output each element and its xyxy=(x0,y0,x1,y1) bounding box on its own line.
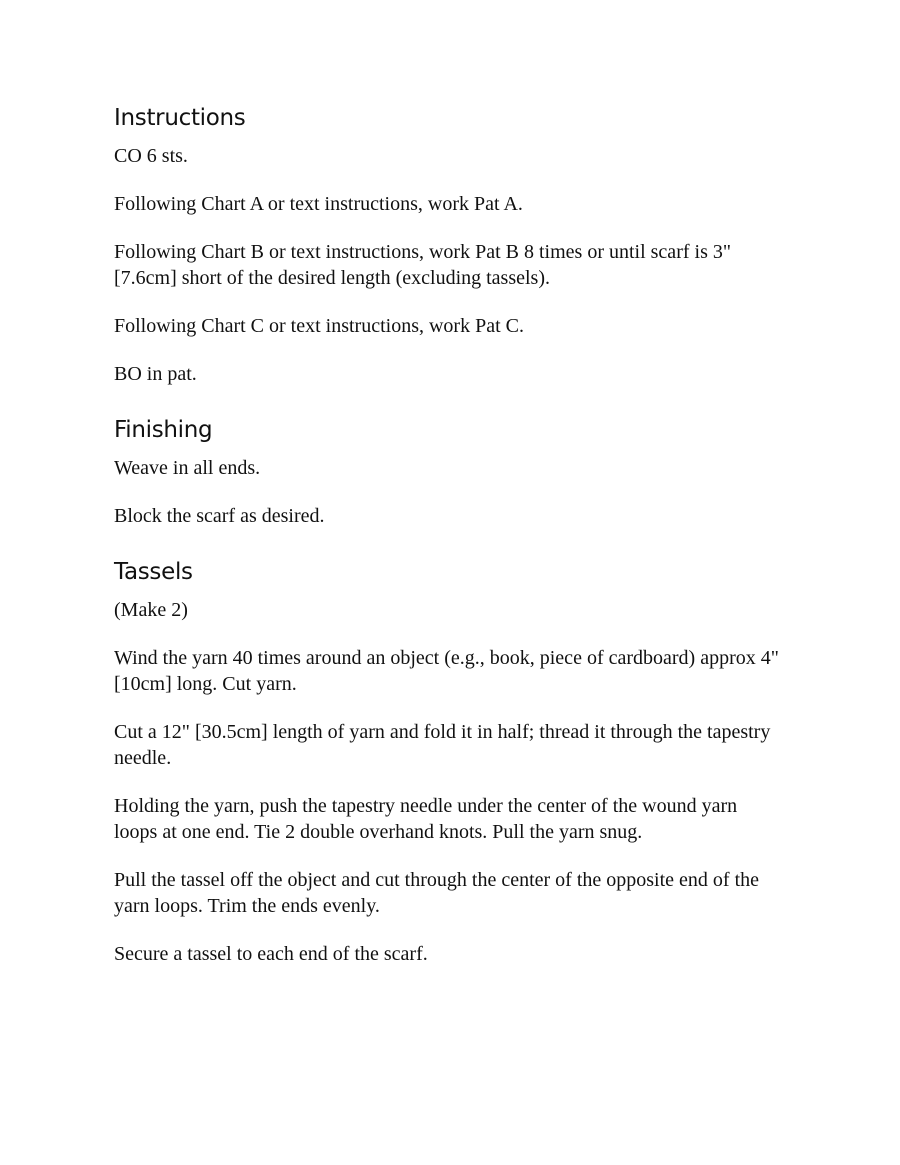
paragraph: Secure a tassel to each end of the scarf. xyxy=(114,943,428,965)
paragraph: Pull the tassel off the object and cut through the center of the opposite end of the yarn loops. Trim the ends evenly. xyxy=(114,869,760,917)
section-tassels xyxy=(114,557,784,967)
section-heading-instructions: Instructions xyxy=(114,105,246,131)
paragraph: BO in pat. xyxy=(114,363,197,385)
paragraph: Following Chart B or text instructions, work Pat B 8 times or until scarf is 3" [7.6cm] short of the desired length (excluding tassels). xyxy=(114,241,732,289)
paragraph: Block the scarf as desired. xyxy=(114,505,325,527)
section-finishing xyxy=(114,415,784,529)
paragraph: Following Chart A or text instructions, work Pat A. xyxy=(114,193,523,215)
paragraph: Weave in all ends. xyxy=(114,457,261,479)
paragraph: CO 6 sts. xyxy=(114,145,188,167)
section-instructions xyxy=(114,103,784,387)
paragraph: (Make 2) xyxy=(114,599,188,621)
paragraph: Following Chart C or text instructions, work Pat C. xyxy=(114,315,524,337)
paragraph: Wind the yarn 40 times around an object (e.g., book, piece of cardboard) approx 4" [10cm] long. Cut yarn. xyxy=(114,647,779,695)
section-heading-tassels: Tassels xyxy=(114,559,193,585)
paragraph: Cut a 12" [30.5cm] length of yarn and fold it in half; thread it through the tapestry needle. xyxy=(114,721,771,769)
paragraph: Holding the yarn, push the tapestry needle under the center of the wound yarn loops at one end. Tie 2 double overhand knots. Pull the yarn snug. xyxy=(114,795,738,843)
document-content xyxy=(114,103,784,995)
section-heading-finishing: Finishing xyxy=(114,417,213,443)
